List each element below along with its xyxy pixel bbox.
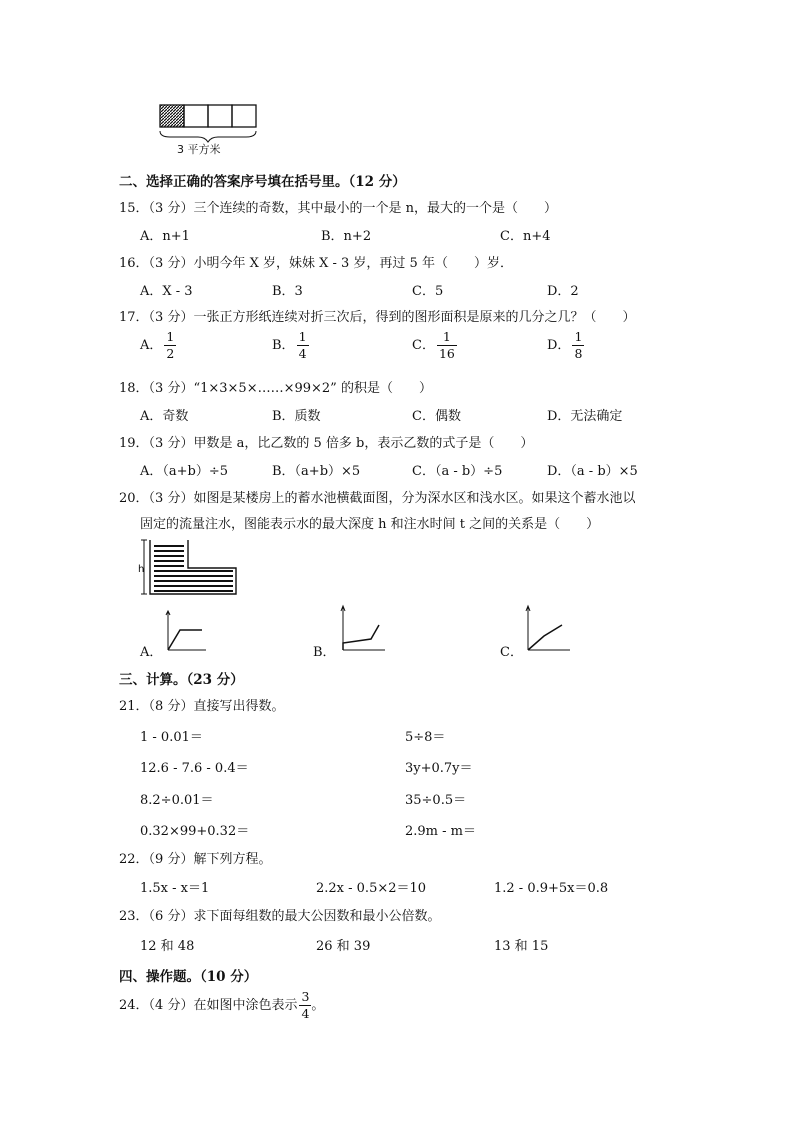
brace (160, 131, 256, 142)
q18-option-d: D．无法确定 (547, 409, 623, 424)
q19-option-b: B．（a+b）×5 (272, 464, 361, 479)
top-figure (155, 100, 265, 160)
q24 (119, 991, 324, 1020)
numerator: 3 (301, 989, 310, 1004)
section-4-title: 四、操作题。（10 分） (119, 969, 258, 985)
section-2-title: 二、选择正确的答案序号填在括号里。（12 分） (119, 174, 406, 190)
q20-tank-figure (138, 536, 240, 598)
q16-option-d: D．2 (547, 284, 579, 299)
q20-line1: 20．（3 分）如图是某楼房上的蓄水池横截面图，分为深水区和浅水区。如果这个蓄水池以 (119, 491, 636, 506)
q24-tail: 。 (311, 998, 325, 1013)
denominator: 2 (166, 345, 175, 361)
option-letter: A． (140, 338, 163, 353)
q18-text: 18．（3 分）“1×3×5×……×99×2” 的积是（ ） (119, 381, 432, 396)
q15-option-a: A．n+1 (140, 229, 190, 244)
graph-line (528, 625, 562, 650)
option-letter: B． (272, 338, 295, 353)
q20-graph-b (333, 603, 389, 655)
q24-text: 24．（4 分）在如图中涂色表示 (119, 998, 298, 1013)
q15-text: 15．（3 分）三个连续的奇数，其中最小的一个是 n，最大的一个是（ ） (119, 201, 557, 216)
q19-option-d: D．（a - b）×5 (547, 464, 638, 479)
q19-text: 19．（3 分）甲数是 a，比乙数的 5 倍多 b，表示乙数的式子是（ ） (119, 436, 534, 451)
fraction (572, 331, 584, 360)
numerator: 1 (298, 329, 307, 344)
q21-text: 21．（8 分）直接写出得数。 (119, 699, 285, 714)
brace-label: 3 平方米 (177, 143, 221, 156)
q22-item: 1.2 - 0.9+5x＝0.8 (494, 881, 609, 896)
fraction (437, 331, 457, 360)
fraction (297, 331, 309, 360)
graph-line (343, 625, 379, 650)
q15-option-c: C．n+4 (500, 229, 551, 244)
height-label: h (138, 564, 145, 575)
q18-option-c: C．偶数 (412, 409, 461, 424)
q15-option-b: B．n+2 (321, 229, 372, 244)
q18-option-b: B．质数 (272, 409, 321, 424)
q22-item: 2.2x - 0.5×2＝10 (316, 881, 427, 896)
q17-option-c (412, 331, 457, 360)
q20-graph-c (518, 603, 574, 655)
numerator: 1 (437, 331, 457, 346)
fraction (164, 331, 176, 360)
q23-item: 26 和 39 (316, 939, 371, 954)
q17-option-b (272, 331, 309, 360)
q21-item: 5÷8＝ (405, 730, 446, 745)
q23-item: 13 和 15 (494, 939, 549, 954)
q20-line2: 固定的流量注水，图能表示水的最大深度 h 和注水时间 t 之间的关系是（ ） (140, 517, 600, 532)
q22-text: 22．（9 分）解下列方程。 (119, 852, 272, 867)
q21-item: 35÷0.5＝ (405, 793, 467, 808)
q21-item: 8.2÷0.01＝ (140, 793, 214, 808)
q19-option-a: A．（a+b）÷5 (140, 464, 229, 479)
q21-item: 2.9m - m＝ (405, 824, 476, 839)
numerator: 1 (574, 329, 583, 344)
q21-item: 1 - 0.01＝ (140, 730, 203, 745)
q22-item: 1.5x - x＝1 (140, 881, 210, 896)
denominator: 8 (574, 345, 583, 361)
q23-text: 23．（6 分）求下面每组数的最大公因数和最小公倍数。 (119, 909, 441, 924)
q16-option-c: C．5 (412, 284, 444, 299)
q16-option-b: B．3 (272, 284, 303, 299)
denominator: 16 (438, 345, 455, 361)
section-3-title: 三、计算。（23 分） (119, 672, 244, 688)
denominator: 4 (298, 345, 307, 361)
shaded-square (160, 105, 184, 127)
q17-option-d (547, 331, 584, 360)
q17-text: 17．（3 分）一张正方形纸连续对折三次后，得到的图形面积是原来的几分之几？（ ） (119, 310, 636, 325)
q21-item: 12.6 - 7.6 - 0.4＝ (140, 761, 249, 776)
q16-option-a: A．X - 3 (140, 284, 193, 299)
option-letter: D． (547, 338, 571, 353)
square (208, 105, 232, 127)
fraction (299, 991, 311, 1020)
q20-option-a-label: A． (140, 645, 163, 660)
q21-item: 0.32×99+0.32＝ (140, 824, 250, 839)
q17-option-a (140, 331, 176, 360)
q21-item: 3y+0.7y＝ (405, 761, 473, 776)
square (184, 105, 208, 127)
graph-line (168, 630, 202, 650)
q20-option-b-label: B． (313, 645, 336, 660)
q23-item: 12 和 48 (140, 939, 195, 954)
q16-text: 16．（3 分）小明今年 X 岁，妹妹 X - 3 岁，再过 5 年（ ）岁． (119, 256, 513, 271)
q19-option-c: C．（a - b）÷5 (412, 464, 503, 479)
q18-option-a: A．奇数 (140, 409, 189, 424)
option-letter: C． (412, 338, 435, 353)
denominator: 4 (301, 1005, 310, 1021)
q20-option-c-label: C． (500, 645, 523, 660)
square (232, 105, 256, 127)
numerator: 1 (166, 329, 175, 344)
q20-graph-a (160, 608, 210, 654)
